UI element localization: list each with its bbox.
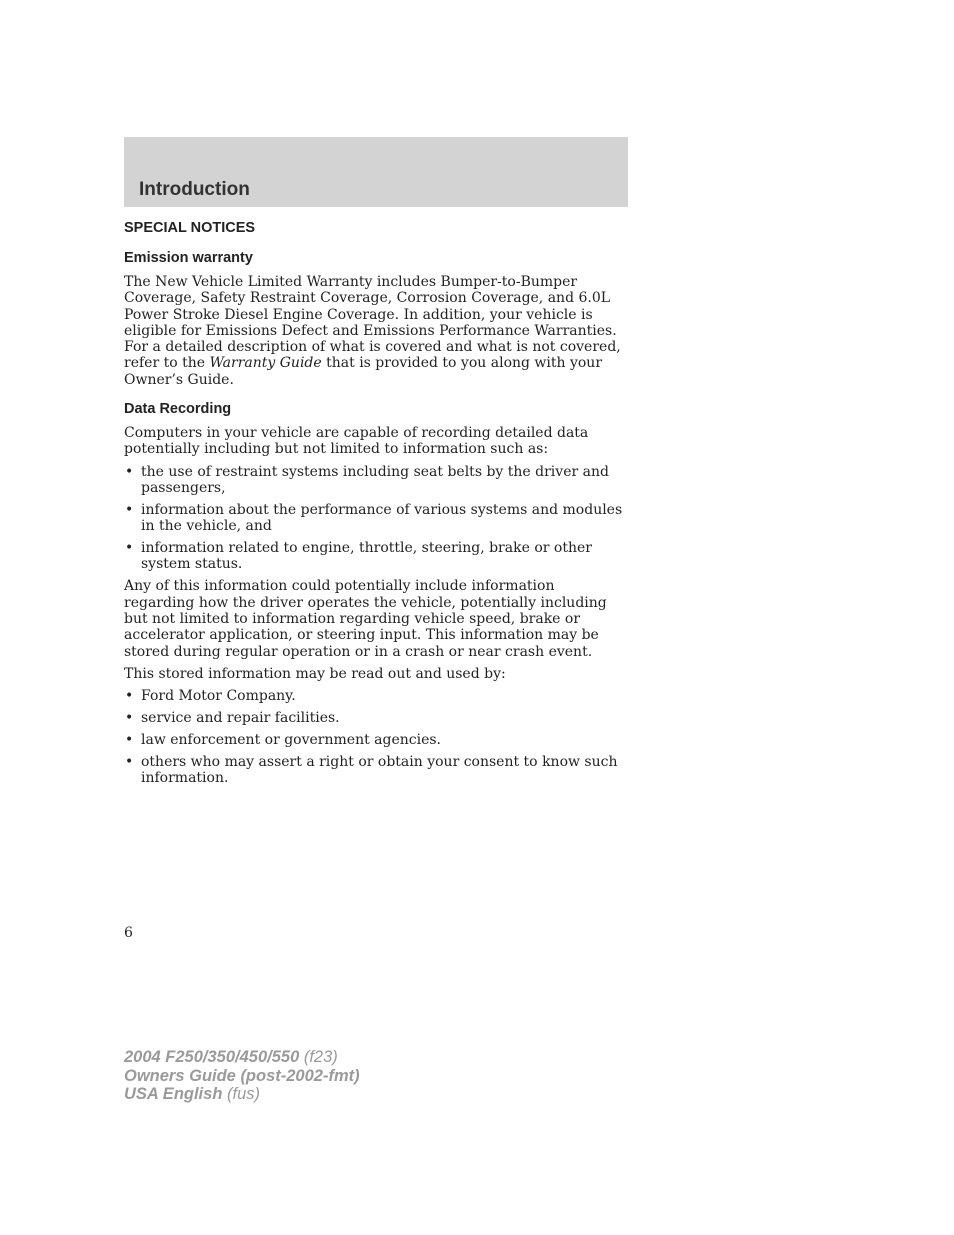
recorded-data-list [124,464,628,573]
emission-warranty-heading: Emission warranty [124,250,253,266]
list-item: • others who may assert a right or obtain your consent to know such information. [124,754,628,787]
footer-line-model [124,1048,360,1067]
list-item: • the use of restraint systems including seat belts by the driver and passengers, [124,464,628,497]
list-item: • information related to engine, throttle, steering, brake or other system status. [124,540,628,573]
list-item: • Ford Motor Company. [124,688,628,704]
page-number: 6 [124,925,133,941]
list-item: • service and repair facilities. [124,710,628,726]
footer-language: USA English [124,1085,223,1103]
emission-text-start: The New Vehicle Limited Warranty includes Bumper-to-Bumper Coverage, Safety Restraint Coverage, Corrosion Coverage, and 6.0L Power Stroke Diesel Engine Coverage. In addition, your vehicle is eligible for Emissions Defect and Emissions Performance Warranties. For a detailed description of what is covered and what is not covered, refer to the [124,274,621,372]
emission-warranty-paragraph [124,274,628,388]
data-usage-intro: This stored information may be read out and used by: [124,665,506,682]
footer-guide: Owners Guide (post-2002-fmt) [124,1066,360,1085]
warranty-guide-title: Warranty Guide [209,355,322,372]
data-users-list [124,688,628,786]
section-title: SPECIAL NOTICES [124,220,256,236]
data-recording-intro: Computers in your vehicle are capable of recording detailed data potentially including but not limited to information such as: [124,425,589,458]
document-footer [124,1048,360,1104]
footer-language-code: (fus) [222,1085,260,1103]
list-item: • information about the performance of various systems and modules in the vehicle, and [124,502,628,535]
footer-model-code: (f23) [299,1048,338,1066]
list-item: • law enforcement or government agencies. [124,732,628,748]
data-recording-paragraph: Any of this information could potentially include information regarding how the driver operates the vehicle, potentially including but not limited to information regarding vehicle speed, brake or accelerator application, or steering input. This information may be stored during regular operation or in a crash or near crash event. [124,578,607,660]
footer-model: 2004 F250/350/450/550 [124,1048,300,1066]
emission-text-end: that is provided to you along with your Owner’s Guide. [124,355,603,388]
page-content [124,219,628,792]
data-recording-heading: Data Recording [124,401,232,418]
chapter-title: Introduction [139,179,250,200]
footer-line-guide [124,1067,360,1086]
chapter-header-band [124,137,628,207]
footer-line-language [124,1085,360,1104]
